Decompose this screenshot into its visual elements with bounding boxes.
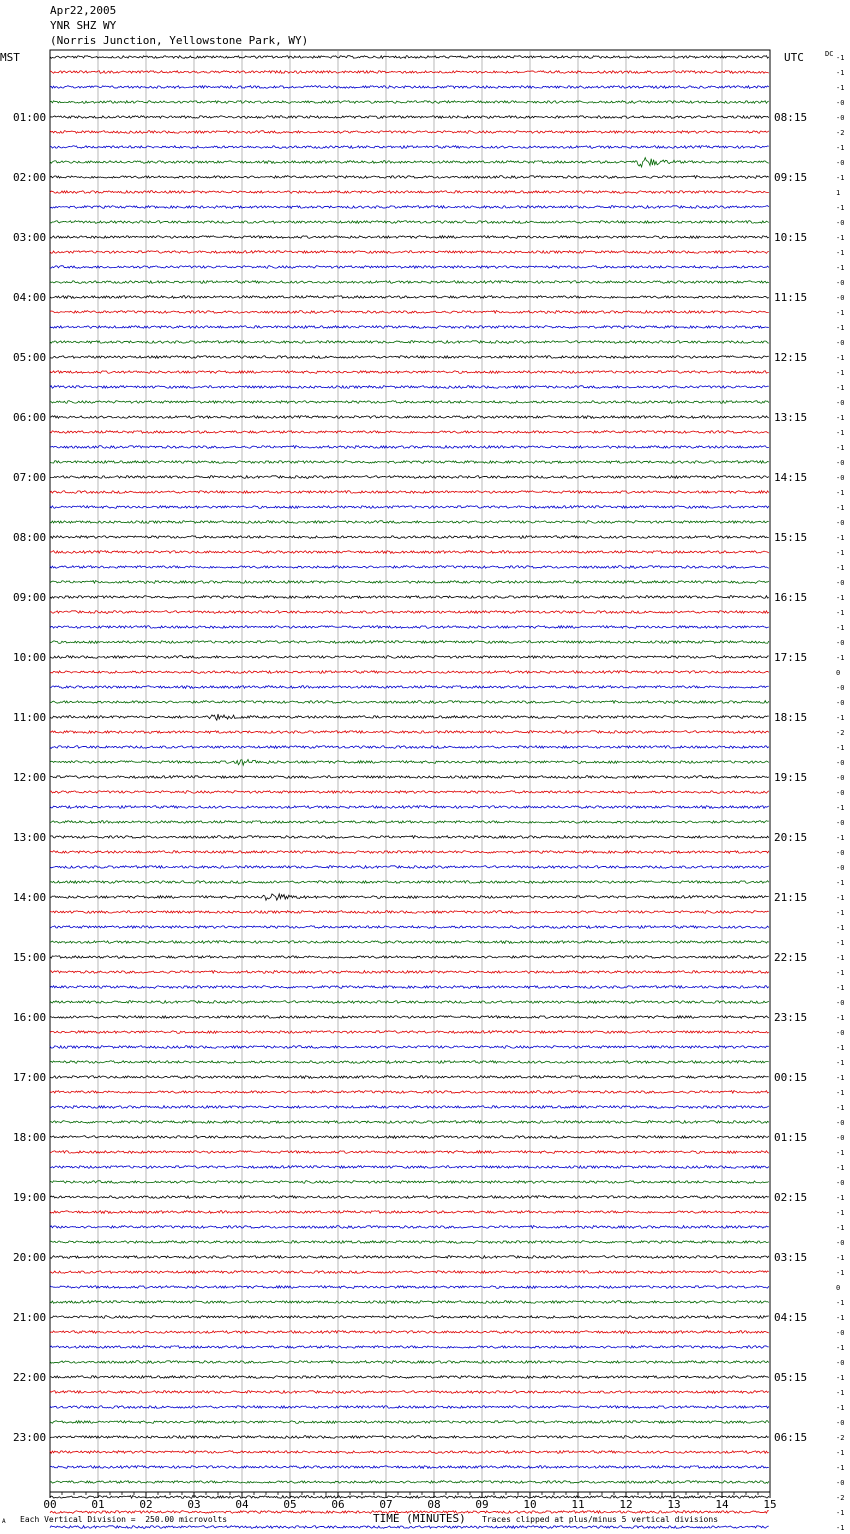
dc-offset-value: -1: [836, 984, 845, 992]
trace-line: [50, 881, 769, 884]
trace-line: [50, 416, 769, 419]
trace-line: [50, 866, 769, 869]
trace-line: [50, 581, 769, 584]
dc-offset-value: -0: [836, 159, 845, 167]
trace-line: [50, 759, 769, 765]
dc-offset-value: -1: [836, 1224, 845, 1232]
dc-offset-value: -2: [836, 1434, 845, 1442]
mst-hour-label: 14:00: [13, 891, 47, 904]
dc-offset-value: -2: [836, 729, 845, 737]
mst-hour-label: 08:00: [13, 531, 47, 544]
trace-line: [50, 776, 769, 779]
trace-line: [50, 1196, 769, 1199]
mst-hour-label: 10:00: [13, 651, 47, 664]
dc-offset-value: -1: [836, 654, 845, 662]
trace-line: [50, 1211, 769, 1214]
dc-offset-value: -1: [836, 1104, 845, 1112]
dc-offset-value: -0: [836, 114, 845, 122]
utc-hour-label: 03:15: [774, 1251, 808, 1264]
dc-offset-value: -1: [836, 594, 845, 602]
trace-line: [50, 956, 769, 959]
dc-offset-value: -1: [836, 834, 845, 842]
trace-line: [50, 821, 769, 824]
dc-offset-value: -0: [836, 699, 845, 707]
dc-offset-value: -0: [836, 639, 845, 647]
dc-offset-value: -1: [836, 1089, 845, 1097]
dc-offset-value: 0: [836, 1284, 841, 1292]
dc-offset-value: 0: [836, 669, 841, 677]
mst-hour-label: 12:00: [13, 771, 47, 784]
dc-offset-value: -1: [836, 1194, 845, 1202]
dc-offset-value: -0: [836, 1179, 845, 1187]
trace-line: [50, 101, 769, 104]
trace-line: [50, 266, 769, 269]
trace-line: [50, 536, 769, 539]
dc-offset-value: -1: [836, 489, 845, 497]
dc-offset-value: -0: [836, 1359, 845, 1367]
dc-offset-value: -0: [836, 1134, 845, 1142]
mst-hour-label: 02:00: [13, 171, 47, 184]
trace-line: [50, 1241, 769, 1244]
trace-line: [50, 176, 769, 179]
trace-line: [50, 71, 769, 74]
x-tick-label: 12: [619, 1498, 633, 1511]
dc-offset-value: -1: [836, 804, 845, 812]
trace-line: [50, 281, 769, 284]
trace-line: [50, 326, 769, 329]
trace-line: [50, 1106, 769, 1109]
mst-hour-label: 09:00: [13, 591, 47, 604]
dc-offset-value: -0: [836, 759, 845, 767]
timezone-right-label: UTC: [784, 51, 804, 64]
trace-line: [50, 1481, 769, 1484]
dc-offset-value: -1: [836, 324, 845, 332]
utc-hour-label: 16:15: [774, 591, 808, 604]
trace-line: [50, 356, 769, 359]
mst-hour-label: 15:00: [13, 951, 47, 964]
dc-offset-value: -1: [836, 1509, 845, 1517]
trace-line: [50, 476, 769, 479]
clipping-note: Traces clipped at plus/minus 5 vertical divisions: [482, 1515, 719, 1524]
trace-line: [50, 1286, 769, 1289]
dc-offset-value: -1: [836, 414, 845, 422]
trace-line: [50, 551, 769, 554]
dc-offset-value: -1: [836, 1344, 845, 1352]
trace-line: [50, 341, 769, 344]
utc-hour-label: 18:15: [774, 711, 808, 724]
utc-hour-label: 05:15: [774, 1371, 808, 1384]
trace-line: [50, 1001, 769, 1004]
utc-hour-label: 09:15: [774, 171, 808, 184]
dc-offset-value: -0: [836, 999, 845, 1007]
utc-hour-label: 12:15: [774, 351, 808, 364]
trace-line: [50, 1496, 769, 1499]
trace-line: [50, 714, 769, 720]
trace-line: [50, 1226, 769, 1229]
trace-line: [50, 221, 769, 224]
dc-offset-value: -1: [836, 69, 845, 77]
trace-line: [50, 251, 769, 254]
x-tick-label: 05: [283, 1498, 297, 1511]
dc-offset-value: -1: [836, 429, 845, 437]
trace-line: [50, 1526, 769, 1529]
trace-line: [50, 146, 769, 149]
x-tick-label: 09: [475, 1498, 489, 1511]
dc-offset-value: -1: [836, 384, 845, 392]
dc-offset-value: -0: [836, 789, 845, 797]
trace-line: [50, 1436, 769, 1439]
dc-offset-value: -0: [836, 819, 845, 827]
mst-hour-label: 19:00: [13, 1191, 47, 1204]
mst-hour-label: 22:00: [13, 1371, 47, 1384]
trace-line: [50, 56, 769, 59]
mst-hour-label: 13:00: [13, 831, 47, 844]
dc-offset-value: -0: [836, 1119, 845, 1127]
dc-offset-value: -0: [836, 1239, 845, 1247]
mst-hour-label: 03:00: [13, 231, 47, 244]
trace-line: [50, 1046, 769, 1049]
dc-offset-value: -1: [836, 879, 845, 887]
dc-offset-value: -1: [836, 714, 845, 722]
trace-line: [50, 1376, 769, 1379]
utc-hour-label: 19:15: [774, 771, 808, 784]
trace-line: [50, 836, 769, 839]
dc-offset-value: -1: [836, 1269, 845, 1277]
dc-offset-value: -1: [836, 894, 845, 902]
mst-hour-label: 07:00: [13, 471, 47, 484]
dc-offset-value: -2: [836, 1494, 845, 1502]
x-axis-label: TIME (MINUTES): [373, 1512, 466, 1525]
x-tick-label: 08: [427, 1498, 441, 1511]
dc-offset-value: -1: [836, 1299, 845, 1307]
trace-line: [50, 894, 769, 900]
trace-line: [50, 641, 769, 644]
utc-hour-label: 23:15: [774, 1011, 808, 1024]
trace-line: [50, 701, 769, 704]
dc-offset-value: -1: [836, 1164, 845, 1172]
footer-mark: A: [2, 1518, 6, 1525]
dc-offset-value: -1: [836, 1374, 845, 1382]
dc-offset-value: -1: [836, 624, 845, 632]
dc-offset-value: -1: [836, 1389, 845, 1397]
dc-offset-value: -1: [836, 549, 845, 557]
trace-line: [50, 1181, 769, 1184]
trace-line: [50, 236, 769, 239]
trace-line: [50, 131, 769, 134]
mst-hour-label: 04:00: [13, 291, 47, 304]
trace-line: [50, 746, 769, 749]
header-location: (Norris Junction, Yellowstone Park, WY): [50, 34, 309, 47]
dc-offset-value: -0: [836, 1419, 845, 1427]
mst-hour-label: 17:00: [13, 1071, 47, 1084]
trace-line: [50, 656, 769, 659]
dc-offset-value: -1: [836, 1449, 845, 1457]
dc-offset-value: -0: [836, 774, 845, 782]
trace-line: [50, 1391, 769, 1394]
trace-line: [50, 851, 769, 854]
trace-line: [50, 386, 769, 389]
dc-offset-value: -1: [836, 234, 845, 242]
timezone-left-label: MST: [0, 51, 20, 64]
trace-line: [50, 686, 769, 689]
trace-line: [50, 971, 769, 974]
dc-offset-value: -1: [836, 939, 845, 947]
utc-hour-label: 17:15: [774, 651, 808, 664]
utc-hour-label: 10:15: [774, 231, 808, 244]
trace-line: [50, 1256, 769, 1259]
mst-hour-label: 23:00: [13, 1431, 47, 1444]
x-tick-label: 03: [187, 1498, 201, 1511]
trace-line: [50, 731, 769, 734]
dc-offset-value: -0: [836, 1029, 845, 1037]
trace-line: [50, 911, 769, 914]
trace-line: [50, 1076, 769, 1079]
trace-line: [50, 671, 769, 674]
dc-offset-value: -1: [836, 1014, 845, 1022]
dc-offset-value: -0: [836, 474, 845, 482]
dc-offset-value: -1: [836, 354, 845, 362]
trace-line: [50, 1406, 769, 1409]
dc-offset-value: -0: [836, 1329, 845, 1337]
trace-line: [50, 296, 769, 299]
dc-offset-value: -1: [836, 954, 845, 962]
dc-offset-value: -1: [836, 1254, 845, 1262]
trace-line: [50, 191, 769, 194]
dc-offset-value: -1: [836, 1404, 845, 1412]
trace-line: [50, 626, 769, 629]
x-tick-label: 13: [667, 1498, 681, 1511]
trace-line: [50, 1121, 769, 1124]
trace-line: [50, 86, 769, 89]
trace-line: [50, 596, 769, 599]
dc-offset-value: -0: [836, 294, 845, 302]
dc-offset-value: -1: [836, 909, 845, 917]
mst-hour-label: 06:00: [13, 411, 47, 424]
utc-hour-label: 06:15: [774, 1431, 808, 1444]
mst-hour-label: 21:00: [13, 1311, 47, 1324]
mst-hour-label: 01:00: [13, 111, 47, 124]
trace-line: [50, 986, 769, 989]
utc-hour-label: 22:15: [774, 951, 808, 964]
x-tick-label: 15: [763, 1498, 777, 1511]
dc-offset-value: -2: [836, 129, 845, 137]
trace-line: [50, 611, 769, 614]
trace-line: [50, 1301, 769, 1304]
utc-hour-label: 11:15: [774, 291, 808, 304]
utc-hour-label: 02:15: [774, 1191, 808, 1204]
utc-hour-label: 20:15: [774, 831, 808, 844]
trace-line: [50, 1166, 769, 1169]
dc-offset-value: -0: [836, 684, 845, 692]
trace-line: [50, 1271, 769, 1274]
trace-line: [50, 431, 769, 434]
dc-offset-value: -1: [836, 174, 845, 182]
trace-line: [50, 1361, 769, 1364]
utc-hour-label: 13:15: [774, 411, 808, 424]
header-date: Apr22,2005: [50, 4, 117, 17]
x-tick-label: 06: [331, 1498, 345, 1511]
mst-hour-label: 05:00: [13, 351, 47, 364]
trace-line: [50, 491, 769, 494]
trace-line: [50, 1346, 769, 1349]
dc-offset-value: -1: [836, 84, 845, 92]
utc-hour-label: 00:15: [774, 1071, 808, 1084]
dc-offset-value: -1: [836, 54, 845, 62]
dc-offset-value: -0: [836, 849, 845, 857]
dc-offset-value: -1: [836, 1059, 845, 1067]
dc-offset-value: -1: [836, 1044, 845, 1052]
dc-offset-value: -0: [836, 459, 845, 467]
dc-offset-value: -1: [836, 444, 845, 452]
mst-hour-label: 20:00: [13, 1251, 47, 1264]
x-tick-label: 01: [91, 1498, 105, 1511]
dc-offset-value: -1: [836, 564, 845, 572]
utc-hour-label: 21:15: [774, 891, 808, 904]
x-tick-label: 04: [235, 1498, 249, 1511]
trace-line: [50, 806, 769, 809]
trace-line: [50, 1151, 769, 1154]
trace-line: [50, 1451, 769, 1454]
trace-line: [50, 1466, 769, 1469]
trace-line: [50, 1316, 769, 1319]
trace-line: [50, 521, 769, 524]
dc-offset-value: -1: [836, 1149, 845, 1157]
trace-line: [50, 941, 769, 944]
x-tick-label: 00: [43, 1498, 57, 1511]
trace-line: [50, 1031, 769, 1034]
dc-offset-value: -0: [836, 339, 845, 347]
dc-offset-value: -1: [836, 534, 845, 542]
dc-offset-value: -1: [836, 204, 845, 212]
trace-line: [50, 461, 769, 464]
trace-line: [50, 371, 769, 374]
dc-offset-value: -1: [836, 264, 845, 272]
mst-hour-label: 16:00: [13, 1011, 47, 1024]
utc-hour-label: 01:15: [774, 1131, 808, 1144]
trace-line: [50, 1136, 769, 1139]
dc-offset-value: -1: [836, 309, 845, 317]
dc-offset-value: -1: [836, 1074, 845, 1082]
dc-offset-value: -1: [836, 1524, 845, 1532]
utc-hour-label: 15:15: [774, 531, 808, 544]
trace-line: [50, 311, 769, 314]
vertical-scale-note: Each Vertical Division = 250.00 microvolts: [20, 1515, 228, 1524]
trace-line: [50, 1061, 769, 1064]
x-tick-label: 10: [523, 1498, 537, 1511]
header-station: YNR SHZ WY: [50, 19, 117, 32]
dc-offset-value: -1: [836, 744, 845, 752]
trace-line: [50, 1331, 769, 1334]
mst-hour-label: 18:00: [13, 1131, 47, 1144]
dc-offset-value: -0: [836, 399, 845, 407]
trace-line: [50, 566, 769, 569]
dc-offset-value: -1: [836, 504, 845, 512]
trace-line: [50, 506, 769, 509]
dc-offset-value: -0: [836, 219, 845, 227]
dc-offset-value: -0: [836, 1479, 845, 1487]
dc-offset-header: DC: [825, 50, 834, 58]
dc-offset-value: -1: [836, 969, 845, 977]
x-tick-label: 02: [139, 1498, 153, 1511]
trace-line: [50, 158, 769, 167]
x-tick-label: 14: [715, 1498, 729, 1511]
utc-hour-label: 14:15: [774, 471, 808, 484]
utc-hour-label: 04:15: [774, 1311, 808, 1324]
dc-offset-value: -1: [836, 1209, 845, 1217]
trace-line: [50, 926, 769, 929]
trace-line: [50, 1016, 769, 1019]
dc-offset-value: -0: [836, 99, 845, 107]
dc-offset-value: -0: [836, 864, 845, 872]
dc-offset-value: -0: [836, 519, 845, 527]
mst-hour-label: 11:00: [13, 711, 47, 724]
trace-line: [50, 401, 769, 404]
dc-offset-value: 1: [836, 189, 841, 197]
trace-line: [50, 116, 769, 119]
dc-offset-value: -1: [836, 369, 845, 377]
trace-line: [50, 1421, 769, 1424]
trace-line: [50, 206, 769, 209]
dc-offset-value: -1: [836, 609, 845, 617]
utc-hour-label: 08:15: [774, 111, 808, 124]
dc-offset-value: -1: [836, 924, 845, 932]
x-tick-label: 07: [379, 1498, 393, 1511]
x-tick-label: 11: [571, 1498, 585, 1511]
dc-offset-value: -0: [836, 579, 845, 587]
dc-offset-value: -1: [836, 144, 845, 152]
trace-line: [50, 446, 769, 449]
dc-offset-value: -0: [836, 279, 845, 287]
dc-offset-value: -1: [836, 1464, 845, 1472]
trace-line: [50, 791, 769, 794]
dc-offset-value: -1: [836, 1314, 845, 1322]
dc-offset-value: -1: [836, 249, 845, 257]
trace-line: [50, 1091, 769, 1094]
